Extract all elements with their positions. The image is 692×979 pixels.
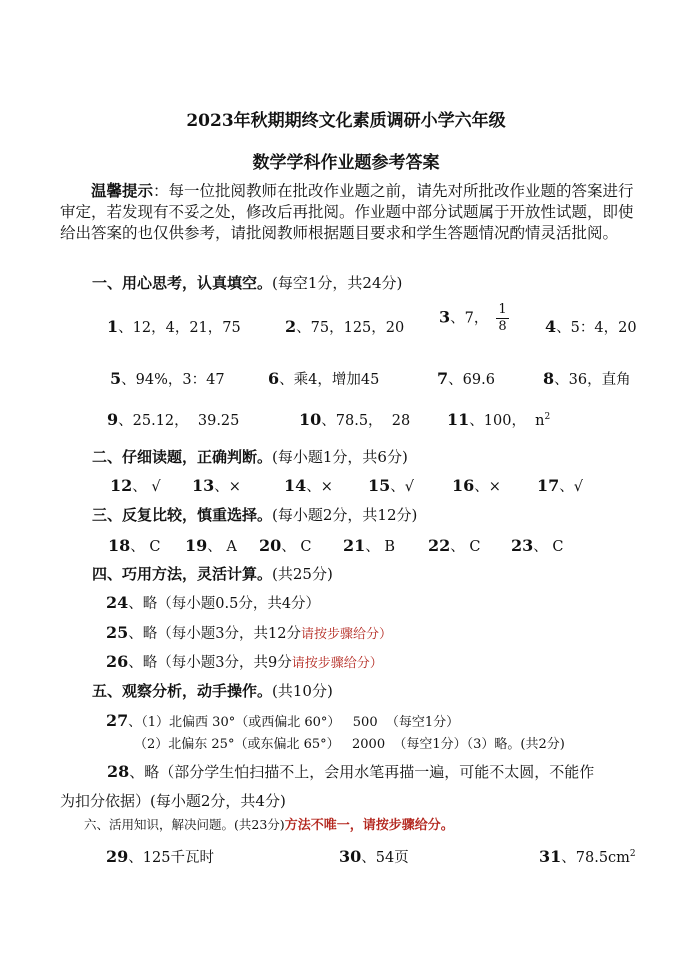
grading-note: 请按步骤给分） bbox=[291, 656, 383, 671]
question-number: 12 bbox=[110, 476, 133, 495]
answer-text: 、√ bbox=[559, 479, 584, 495]
answer-text: 、 C bbox=[130, 539, 161, 555]
question-number: 5 bbox=[110, 369, 122, 388]
question-number: 20 bbox=[259, 536, 282, 555]
answer-text: 、 C bbox=[281, 539, 312, 555]
answer-text: 、78.5， 28 bbox=[321, 413, 411, 429]
answer-31 bbox=[539, 846, 636, 867]
answer-28-continued: 为扣分依据）(每小题2分，共4分) bbox=[60, 792, 286, 810]
section-4-heading bbox=[92, 563, 333, 584]
answer-24 bbox=[106, 592, 320, 613]
question-number: 16 bbox=[452, 476, 475, 495]
answer-19 bbox=[185, 535, 237, 556]
question-number: 23 bbox=[511, 536, 534, 555]
answer-17 bbox=[537, 475, 583, 496]
answer-2 bbox=[285, 316, 404, 337]
question-number: 10 bbox=[299, 410, 322, 429]
question-number: 4 bbox=[545, 317, 557, 336]
exponent: 2 bbox=[544, 412, 551, 423]
section-3-title: 三、反复比较，慎重选择。 bbox=[92, 506, 273, 524]
section-3-heading bbox=[92, 504, 417, 525]
answer-text: 、69.6 bbox=[448, 372, 495, 388]
answer-text: 、94%，3：47 bbox=[121, 372, 225, 388]
question-number: 3 bbox=[439, 307, 451, 327]
answer-text: 、略（每小题3分，共12分 bbox=[128, 626, 301, 642]
answer-7 bbox=[437, 368, 495, 389]
fraction-numerator: 1 bbox=[498, 302, 507, 317]
answer-text: 、 C bbox=[533, 539, 564, 555]
answer-3 bbox=[439, 302, 509, 335]
answer-4 bbox=[545, 316, 637, 337]
answer-text: 、7， bbox=[450, 310, 489, 327]
section-2-heading bbox=[92, 446, 408, 467]
answer-text: 、乘4，增加45 bbox=[279, 372, 380, 388]
answer-text: 、（1）北偏西 30°（或西偏北 60°） 500 （每空1分） bbox=[128, 715, 460, 730]
document-title: 2023年秋期期终文化素质调研小学六年级 bbox=[186, 111, 506, 131]
answer-5 bbox=[110, 368, 225, 389]
answer-29 bbox=[106, 846, 214, 867]
question-number: 29 bbox=[106, 847, 129, 866]
question-number: 2 bbox=[285, 317, 297, 336]
notice-paragraph bbox=[60, 180, 634, 244]
question-number: 24 bbox=[106, 593, 129, 612]
answer-text: 、 C bbox=[450, 539, 481, 555]
question-number: 27 bbox=[106, 711, 129, 730]
question-number: 31 bbox=[539, 847, 562, 866]
answer-22 bbox=[428, 535, 480, 556]
answer-8 bbox=[543, 368, 631, 389]
answer-13 bbox=[192, 475, 241, 496]
section-1-title: 一、用心思考，认真填空。 bbox=[92, 274, 273, 292]
answer-text: 、× bbox=[306, 479, 333, 495]
section-4-title: 四、巧用方法，灵活计算。 bbox=[92, 565, 273, 583]
question-number: 8 bbox=[543, 369, 555, 388]
answer-18 bbox=[108, 535, 160, 556]
answer-12 bbox=[110, 475, 161, 496]
answer-26 bbox=[106, 651, 383, 672]
question-number: 7 bbox=[437, 369, 449, 388]
section-6-heading bbox=[84, 814, 454, 833]
answer-6 bbox=[268, 368, 379, 389]
answer-text: 、12，4，21，75 bbox=[118, 320, 241, 336]
answer-text: 、 A bbox=[207, 539, 237, 555]
notice-label: 温馨提示 bbox=[91, 181, 154, 200]
answer-text: 、略（每小题0.5分，共4分） bbox=[128, 596, 321, 612]
section-6-score: (共23分) bbox=[234, 817, 285, 832]
exponent: 2 bbox=[629, 849, 636, 860]
section-6-title: 六、活用知识，解决问题。 bbox=[84, 817, 235, 832]
answer-text: 、× bbox=[474, 479, 501, 495]
grading-note: 请按步骤给分） bbox=[300, 627, 392, 642]
answer-28 bbox=[107, 761, 594, 782]
answer-23 bbox=[511, 535, 563, 556]
section-2-score: (每小题1分，共6分) bbox=[272, 448, 408, 466]
section-5-heading bbox=[92, 680, 333, 701]
question-number: 15 bbox=[368, 476, 391, 495]
fraction-denominator: 8 bbox=[498, 319, 507, 334]
question-number: 28 bbox=[107, 762, 130, 781]
section-1-score: (每空1分，共24分) bbox=[272, 274, 403, 292]
notice-text: ：每一位批阅教师在批改作业题之前，请先对所批改作业题的答案进行审定，若发现有不妥之处，修改后再批阅。作业题中部分试题属于开放性试题，即使给出答案的也仅供参考，请批阅教师根据题目要求和学生答题情况酌情灵活批阅。 bbox=[60, 182, 634, 242]
section-1-heading bbox=[92, 272, 402, 293]
question-number: 11 bbox=[447, 410, 470, 429]
answer-14 bbox=[284, 475, 333, 496]
question-number: 6 bbox=[268, 369, 280, 388]
section-6-grading-note: 方法不唯一，请按步骤给分。 bbox=[284, 818, 454, 833]
answer-text: 、 √ bbox=[132, 479, 161, 495]
answer-text: 、5：4，20 bbox=[556, 320, 637, 336]
question-number: 19 bbox=[185, 536, 208, 555]
section-5-title: 五、观察分析，动手操作。 bbox=[92, 682, 273, 700]
question-number: 13 bbox=[192, 476, 215, 495]
question-number: 21 bbox=[343, 536, 366, 555]
answer-20 bbox=[259, 535, 311, 556]
answer-30 bbox=[339, 846, 409, 867]
answer-text: 、75，125，20 bbox=[296, 320, 405, 336]
question-number: 18 bbox=[108, 536, 131, 555]
answer-text: 、78.5cm bbox=[561, 850, 630, 866]
fraction bbox=[496, 302, 508, 335]
section-4-score: (共25分) bbox=[272, 565, 333, 583]
answer-10 bbox=[299, 409, 410, 430]
answer-11 bbox=[447, 409, 550, 430]
answer-text: 、略（部分学生怕扫描不上，会用水笔再描一遍，可能不太圆，不能作 bbox=[129, 763, 595, 781]
answer-text: 、54页 bbox=[361, 850, 409, 866]
question-number: 9 bbox=[107, 410, 119, 429]
question-number: 22 bbox=[428, 536, 451, 555]
answer-text: 、125千瓦时 bbox=[128, 850, 214, 866]
answer-27 bbox=[106, 711, 459, 730]
question-number: 1 bbox=[107, 317, 119, 336]
answer-9 bbox=[107, 409, 239, 430]
answer-16 bbox=[452, 475, 501, 496]
answer-text: 、36，直角 bbox=[554, 372, 631, 388]
question-number: 30 bbox=[339, 847, 362, 866]
answer-text: 、 B bbox=[365, 539, 396, 555]
answer-25 bbox=[106, 622, 392, 643]
section-5-score: (共10分) bbox=[272, 682, 333, 700]
question-number: 14 bbox=[284, 476, 307, 495]
answer-text: 、× bbox=[214, 479, 241, 495]
answer-text: 、25.12， 39.25 bbox=[118, 413, 240, 429]
answer-21 bbox=[343, 535, 395, 556]
question-number: 25 bbox=[106, 623, 129, 642]
answer-1 bbox=[107, 316, 241, 337]
question-number: 26 bbox=[106, 652, 129, 671]
section-2-title: 二、仔细读题，正确判断。 bbox=[92, 448, 273, 466]
answer-27-part-2: （2）北偏东 25°（或东偏北 65°） 2000 （每空1分）（3）略。(共2分) bbox=[134, 737, 565, 752]
answer-text: 、略（每小题3分，共9分 bbox=[128, 655, 292, 671]
answer-text: 、100， n bbox=[469, 413, 545, 429]
document-subtitle: 数学学科作业题参考答案 bbox=[252, 153, 440, 173]
answer-15 bbox=[368, 475, 414, 496]
section-3-score: (每小题2分，共12分) bbox=[272, 506, 418, 524]
question-number: 17 bbox=[537, 476, 560, 495]
answer-text: 、√ bbox=[390, 479, 415, 495]
